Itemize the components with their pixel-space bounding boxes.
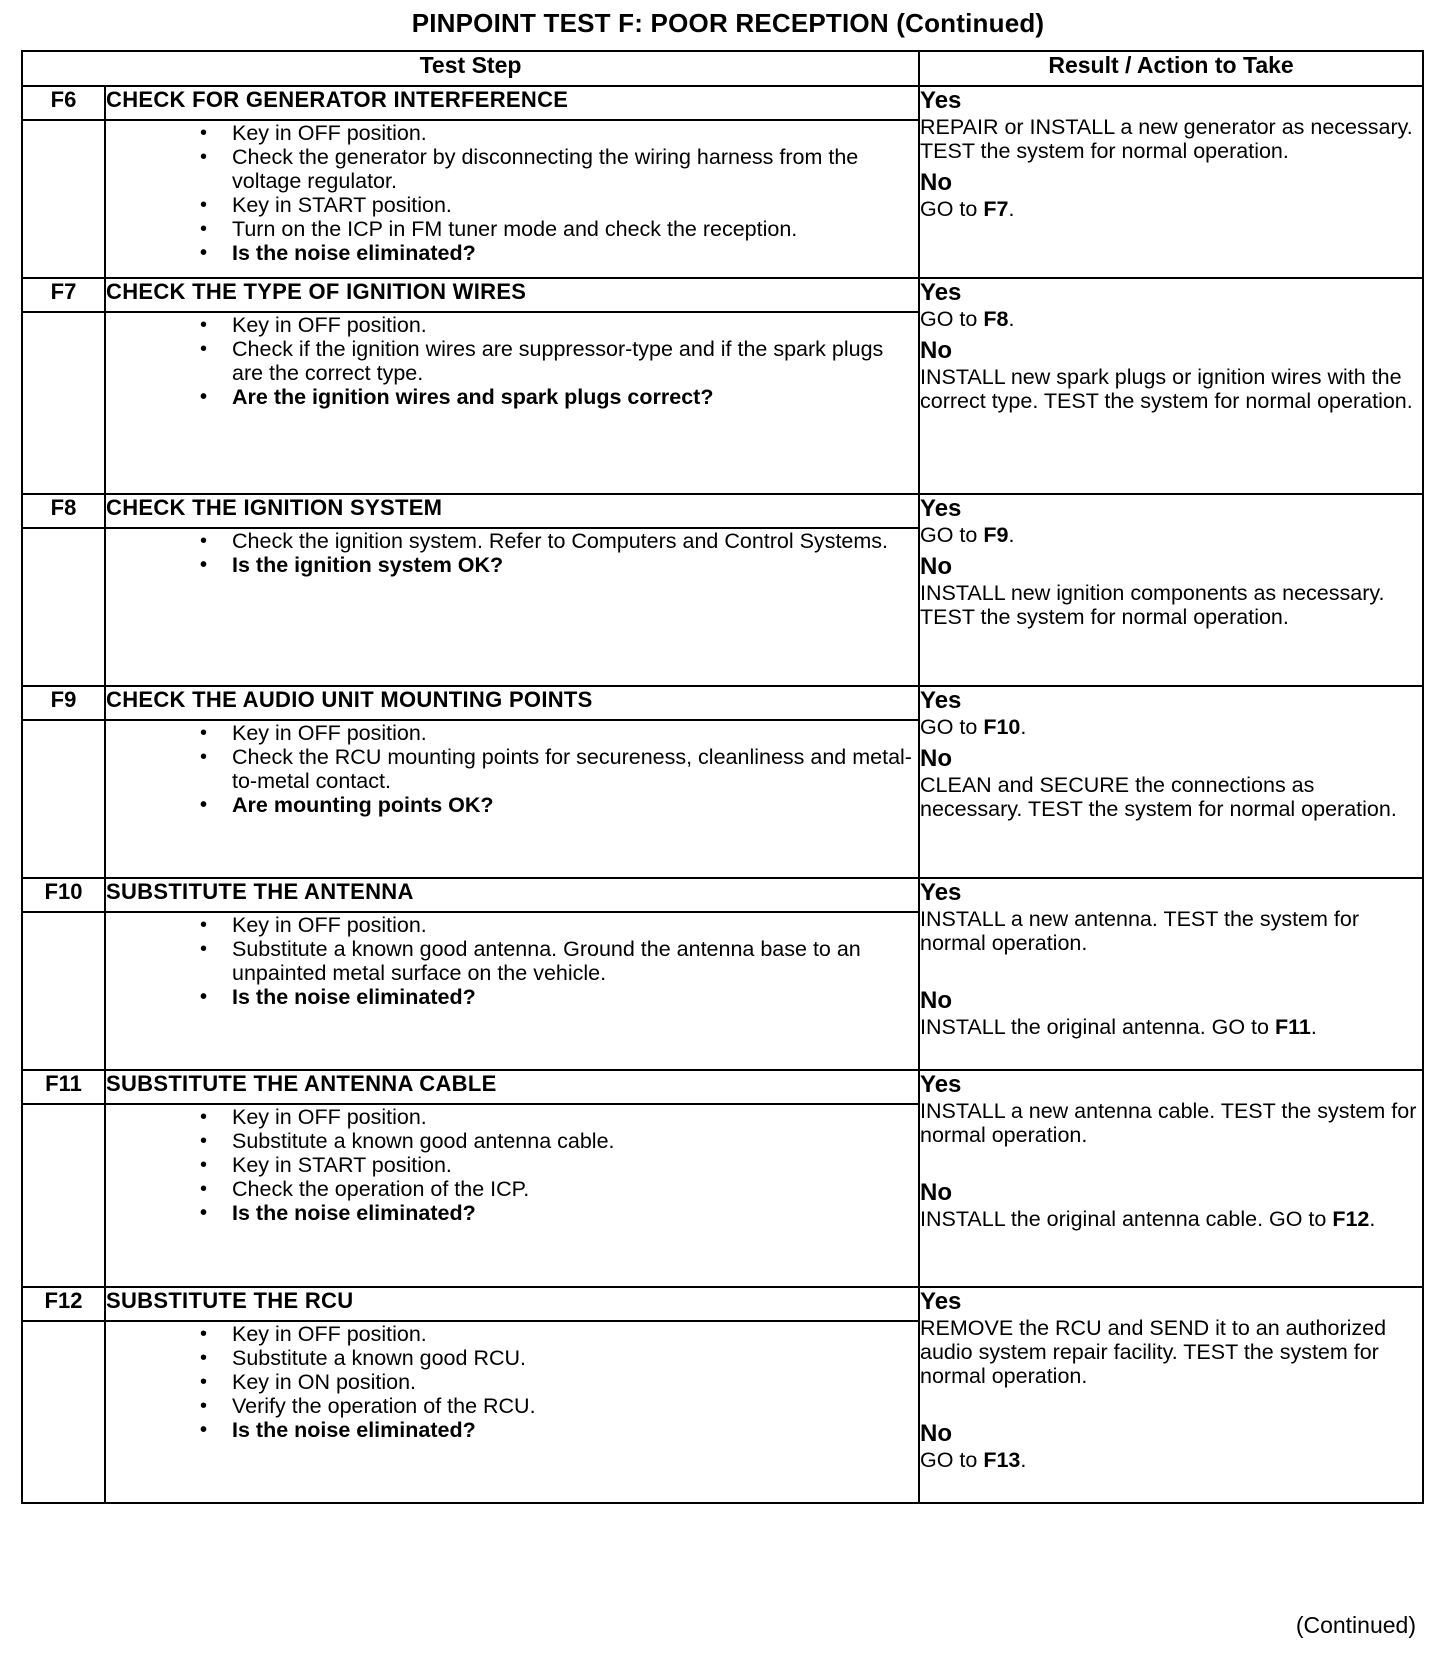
step-id: F6 (22, 86, 105, 120)
no-label: No (920, 745, 953, 772)
result-cell (919, 1287, 1423, 1503)
result-cell (919, 86, 1423, 278)
step-item: • Key in OFF position. (106, 1322, 918, 1346)
yes-action: INSTALL a new antenna cable. TEST the system for normal operation. (920, 1099, 1417, 1147)
no-label: No (920, 337, 953, 364)
no-label: No (920, 1179, 953, 1206)
step-item: • Turn on the ICP in FM tuner mode and check the reception. (106, 217, 918, 241)
step-item: • Key in OFF position. (106, 721, 918, 745)
step-item: • Substitute a known good RCU. (106, 1346, 918, 1370)
yes-action: INSTALL a new antenna. TEST the system for normal operation. (920, 907, 1359, 955)
step-question: • Is the noise eliminated? (106, 1418, 918, 1442)
yes-action: REPAIR or INSTALL a new generator as necessary. TEST the system for normal operation. (920, 115, 1413, 163)
step-body (105, 528, 919, 686)
step-item: • Check if the ignition wires are suppressor-type and if the spark plugs are the correct type. (106, 337, 918, 385)
step-body (105, 120, 919, 278)
step-reference: F12 (1332, 1207, 1370, 1231)
step-id: F11 (22, 1070, 105, 1104)
yes-label: Yes (920, 879, 962, 906)
step-list (106, 529, 918, 577)
step-row-f11 (22, 1070, 1423, 1104)
no-label: No (920, 987, 953, 1014)
step-title: CHECK THE IGNITION SYSTEM (105, 494, 919, 528)
step-body (105, 1104, 919, 1287)
yes-label: Yes (920, 1071, 962, 1098)
step-question: • Are mounting points OK? (106, 793, 918, 817)
no-label: No (920, 1420, 953, 1447)
step-reference: F7 (983, 197, 1009, 221)
step-title: CHECK FOR GENERATOR INTERFERENCE (105, 86, 919, 120)
no-action: GO to F7. (920, 197, 1015, 221)
step-row-f6 (22, 86, 1423, 120)
step-id: F8 (22, 494, 105, 528)
yes-action: REMOVE the RCU and SEND it to an authorized audio system repair facility. TEST the system for normal operation. (920, 1316, 1387, 1388)
step-list (106, 121, 918, 265)
step-body (105, 312, 919, 494)
step-item: • Substitute a known good antenna cable. (106, 1129, 918, 1153)
step-item: • Check the RCU mounting points for secureness, cleanliness and metal-to-metal contact. (106, 745, 918, 793)
step-body (105, 1321, 919, 1503)
yes-action: GO to F10. (920, 715, 1027, 739)
step-row-f12 (22, 1287, 1423, 1321)
result-cell (919, 878, 1423, 1070)
no-action: INSTALL the original antenna cable. GO to F12. (920, 1207, 1376, 1231)
step-item: • Check the operation of the ICP. (106, 1177, 918, 1201)
step-row-f9 (22, 686, 1423, 720)
pinpoint-test-table (21, 50, 1424, 1504)
step-item: • Key in OFF position. (106, 313, 918, 337)
step-list (106, 313, 918, 409)
no-action: CLEAN and SECURE the connections as necessary. TEST the system for normal operation. (920, 773, 1397, 821)
step-question: • Is the noise eliminated? (106, 241, 918, 265)
step-title: SUBSTITUTE THE RCU (105, 1287, 919, 1321)
step-reference: F10 (983, 715, 1021, 739)
result-cell (919, 278, 1423, 494)
result-cell (919, 686, 1423, 878)
step-reference: F8 (983, 307, 1009, 331)
step-id: F9 (22, 686, 105, 720)
step-body (105, 720, 919, 878)
step-item: • Key in START position. (106, 1153, 918, 1177)
no-action: INSTALL new ignition components as necessary. TEST the system for normal operation. (920, 581, 1385, 629)
step-item: • Check the ignition system. Refer to Computers and Control Systems. (106, 529, 918, 553)
no-label: No (920, 553, 953, 580)
step-question: • Is the noise eliminated? (106, 985, 918, 1009)
step-item: • Key in OFF position. (106, 913, 918, 937)
step-item: • Key in OFF position. (106, 1105, 918, 1129)
step-reference: F9 (983, 523, 1009, 547)
header-result: Result / Action to Take (919, 51, 1423, 86)
step-title: CHECK THE TYPE OF IGNITION WIRES (105, 278, 919, 312)
step-id: F10 (22, 878, 105, 912)
no-action: INSTALL new spark plugs or ignition wires with the correct type. TEST the system for normal operation. (920, 365, 1413, 413)
step-question: • Is the ignition system OK? (106, 553, 918, 577)
step-question: • Are the ignition wires and spark plugs correct? (106, 385, 918, 409)
step-title: CHECK THE AUDIO UNIT MOUNTING POINTS (105, 686, 919, 720)
step-title: SUBSTITUTE THE ANTENNA CABLE (105, 1070, 919, 1104)
step-reference: F13 (983, 1448, 1021, 1472)
no-action: INSTALL the original antenna. GO to F11. (920, 1015, 1317, 1039)
step-list (106, 913, 918, 1009)
step-item: • Key in ON position. (106, 1370, 918, 1394)
step-list (106, 1105, 918, 1225)
page-title: PINPOINT TEST F: POOR RECEPTION (Continued) (411, 8, 1045, 38)
yes-label: Yes (920, 495, 962, 522)
step-id: F12 (22, 1287, 105, 1321)
step-body (105, 912, 919, 1070)
step-id: F7 (22, 278, 105, 312)
step-list (106, 721, 918, 817)
step-row-f8 (22, 494, 1423, 528)
yes-action: GO to F8. (920, 307, 1015, 331)
step-title: SUBSTITUTE THE ANTENNA (105, 878, 919, 912)
step-item: • Key in OFF position. (106, 121, 918, 145)
step-list (106, 1322, 918, 1442)
step-item: • Key in START position. (106, 193, 918, 217)
result-cell (919, 494, 1423, 686)
yes-label: Yes (920, 687, 962, 714)
step-question: • Is the noise eliminated? (106, 1201, 918, 1225)
yes-label: Yes (920, 1288, 962, 1315)
step-reference: F11 (1274, 1015, 1311, 1039)
step-row-f7 (22, 278, 1423, 312)
no-label: No (920, 169, 953, 196)
no-action: GO to F13. (920, 1448, 1027, 1472)
yes-action: GO to F9. (920, 523, 1015, 547)
yes-label: Yes (920, 87, 962, 114)
step-item: • Verify the operation of the RCU. (106, 1394, 918, 1418)
header-test-step: Test Step (22, 51, 919, 86)
yes-label: Yes (920, 279, 962, 306)
continued-note: (Continued) (1295, 1612, 1416, 1638)
step-item: • Check the generator by disconnecting the wiring harness from the voltage regulator. (106, 145, 918, 193)
result-cell (919, 1070, 1423, 1287)
step-item: • Substitute a known good antenna. Ground the antenna base to an unpainted metal surface on the vehicle. (106, 937, 918, 985)
step-row-f10 (22, 878, 1423, 912)
